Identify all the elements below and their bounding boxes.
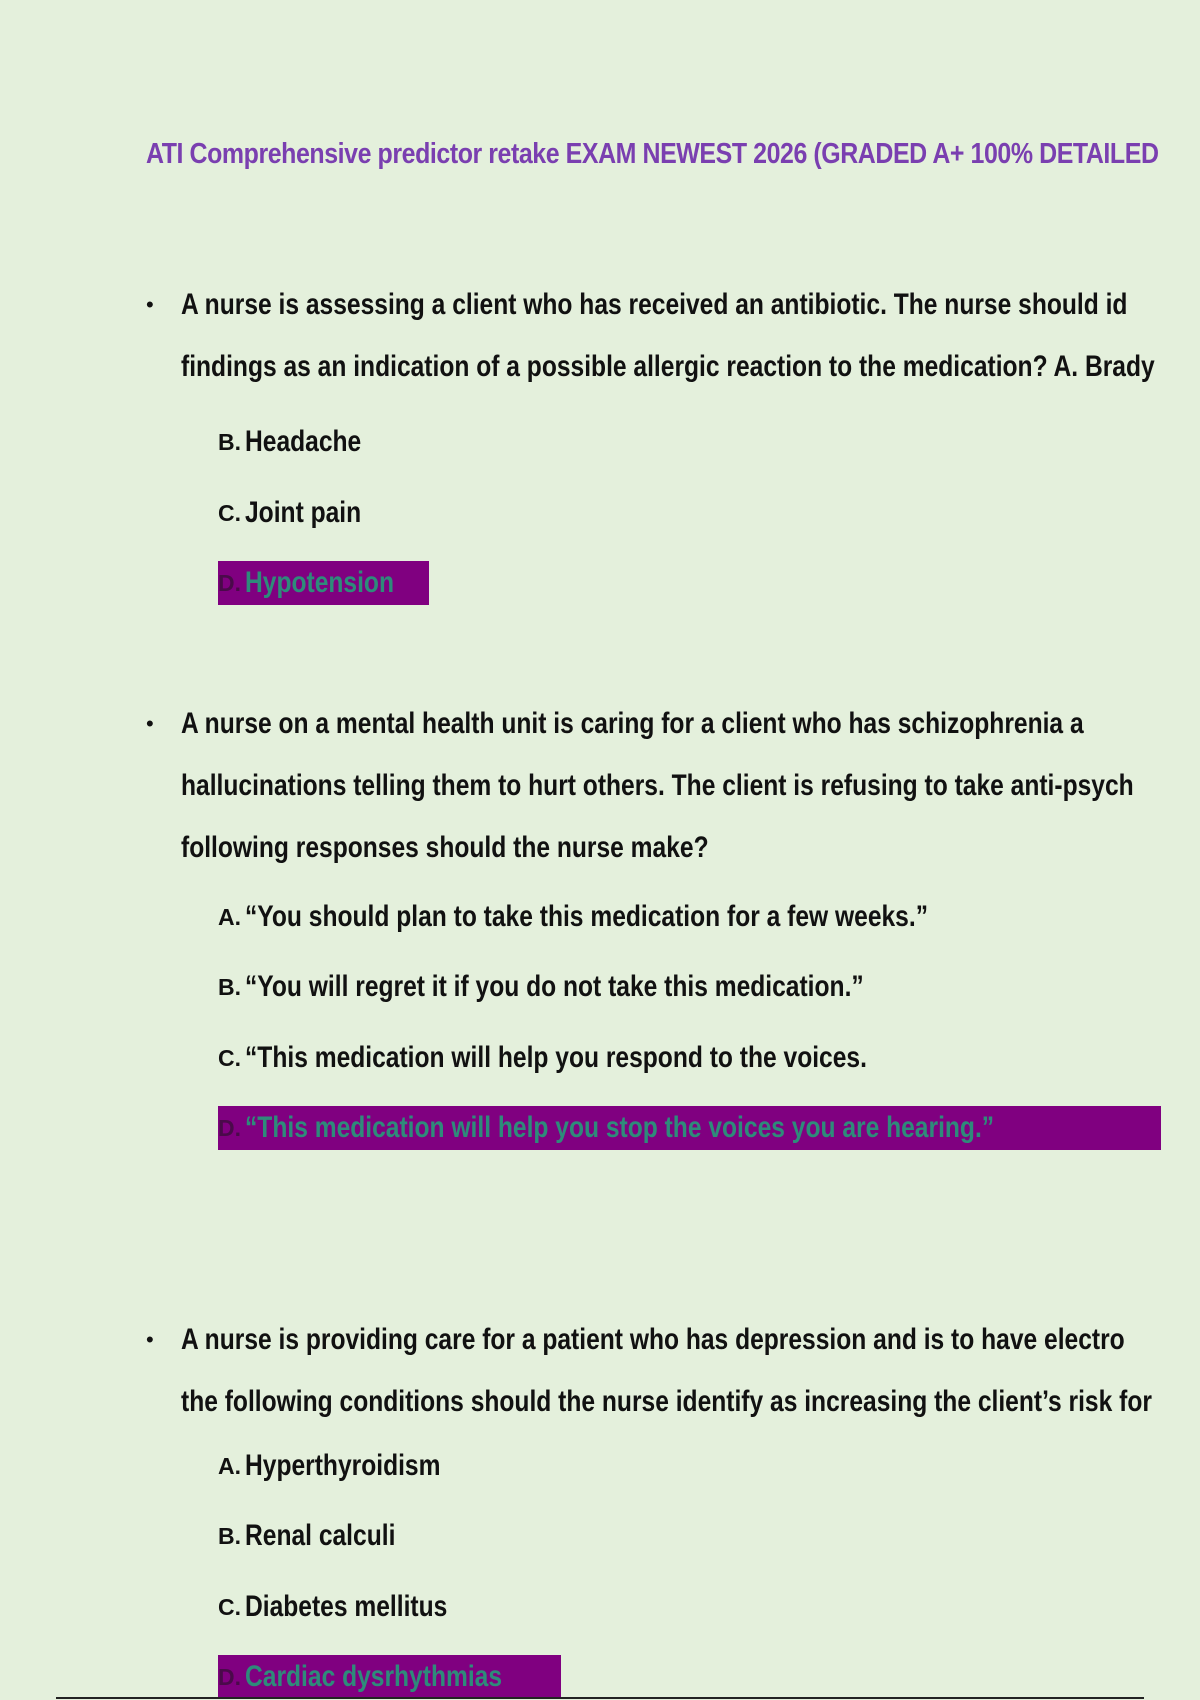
- option-letter: A.: [218, 904, 241, 930]
- option-letter: C.: [218, 1045, 241, 1071]
- answer-option-c[interactable]: [218, 491, 387, 535]
- option-letter: C.: [218, 500, 241, 526]
- stem-line: following responses should the nurse make?: [181, 831, 709, 864]
- option-letter: A.: [218, 1453, 241, 1479]
- answer-option-c[interactable]: [218, 1585, 492, 1629]
- document-title: ATI Comprehensive predictor retake EXAM NEWEST 2026 (GRADED A+ 100% DETAILED: [146, 138, 1159, 170]
- bullet-icon: •: [146, 292, 154, 317]
- question-stem: [181, 1309, 1152, 1433]
- answer-option-d-correct[interactable]: [218, 561, 429, 605]
- stem-line: A nurse is assessing a client who has received an antibiotic. The nurse should id: [181, 288, 1128, 321]
- option-text: “You will regret it if you do not take this medication.”: [245, 970, 865, 1003]
- option-text: “You should plan to take this medication for a few weeks.”: [245, 900, 929, 933]
- stem-line: the following conditions should the nurse identify as increasing the client’s risk for: [181, 1385, 1152, 1418]
- option-text: “This medication will help you stop the voices you are hearing.”: [245, 1111, 995, 1144]
- stem-line: hallucinations telling them to hurt others. The client is refusing to take anti-psych: [181, 769, 1134, 802]
- option-letter: D.: [218, 1664, 241, 1690]
- option-letter: B.: [218, 974, 241, 1000]
- option-text: Hyperthyroidism: [245, 1449, 441, 1482]
- stem-line: A nurse on a mental health unit is caring for a client who has schizophrenia a: [181, 707, 1084, 740]
- option-letter: D.: [218, 570, 241, 596]
- option-text: Headache: [245, 425, 362, 458]
- answer-option-a[interactable]: [218, 1444, 484, 1488]
- page-bottom-rule: [56, 1697, 1144, 1699]
- bullet-icon: •: [146, 1327, 154, 1352]
- answer-option-b[interactable]: [218, 1514, 429, 1558]
- stem-line: A nurse is providing care for a patient who has depression and is to have electro: [181, 1323, 1125, 1356]
- answer-option-b[interactable]: [218, 965, 1000, 1009]
- question-stem: [181, 693, 1134, 879]
- bullet-icon: •: [146, 711, 154, 736]
- answer-option-b[interactable]: [218, 420, 387, 464]
- stem-line: findings as an indication of a possible allergic reaction to the medication? A. Brady: [181, 350, 1155, 383]
- option-text: Hypotension: [245, 566, 395, 599]
- question-stem: [181, 274, 1155, 398]
- answer-option-d-correct[interactable]: [218, 1655, 561, 1699]
- option-letter: B.: [218, 1523, 241, 1549]
- answer-option-c[interactable]: [218, 1036, 1004, 1080]
- answer-option-a[interactable]: [218, 895, 1078, 939]
- option-text: Cardiac dysrhythmias: [245, 1660, 503, 1693]
- option-letter: B.: [218, 429, 241, 455]
- option-letter: C.: [218, 1594, 241, 1620]
- option-letter: D.: [218, 1115, 241, 1141]
- option-text: “This medication will help you respond to the voices.: [245, 1041, 868, 1074]
- option-text: Joint pain: [245, 496, 362, 529]
- option-text: Diabetes mellitus: [245, 1590, 448, 1623]
- answer-option-d-correct[interactable]: [218, 1106, 1161, 1150]
- option-text: Renal calculi: [245, 1519, 396, 1552]
